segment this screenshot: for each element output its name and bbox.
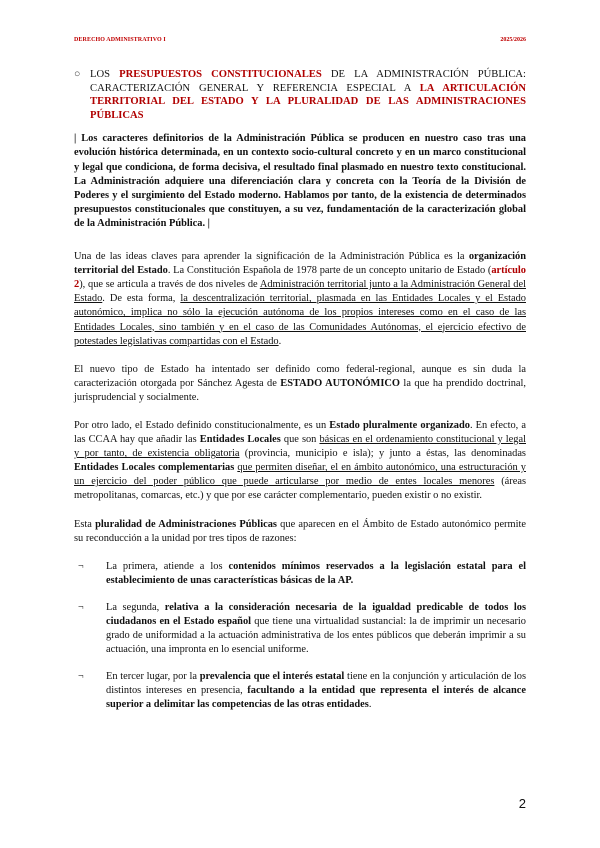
circle-bullet-icon: ○ xyxy=(74,69,81,80)
text: (áreas metropolitanas, comarcas, etc.) y que por ese carácter complementario, pueden existir o no existir. xyxy=(74,476,526,502)
bold-text: Estado pluralmente organizado xyxy=(329,419,470,431)
heading-text-2: DE LA ADMINISTRACIÓN PÚBLICA: CARACTERIZACIÓN GENERAL Y REFERENCIA ESPECIAL A xyxy=(90,69,526,94)
reasons-list xyxy=(74,560,526,713)
paragraph-plural xyxy=(74,419,526,504)
bold-text: pluralidad de Administraciones Públicas xyxy=(95,518,277,530)
paragraph-pluralidad xyxy=(74,518,526,546)
bullet-arrow-icon: ¬ xyxy=(78,601,84,613)
text: La primera, atiende a los xyxy=(106,560,229,572)
text: . xyxy=(368,699,372,711)
underlined-text: Administración territorial junto a la Administración General del Estado xyxy=(74,279,526,305)
list-item xyxy=(74,670,526,712)
bold-text: ESTADO AUTONÓMICO xyxy=(280,377,400,389)
text: que tiene una virtualidad sustancial: la de imprimir un necesario grado de uniformidad a la actuación administrativa de los entes públicos que deberán imprimir a su actuación, una impronta en lo esencial uniforme. xyxy=(106,616,526,656)
header-course: DERECHO ADMINISTRATIVO I xyxy=(74,37,166,43)
text: que aparecen en el Ámbito de Estado autonómico permite su reconducción a la unidad por tres tipos de razones: xyxy=(74,518,526,544)
intro-paragraph: | Los caracteres definitorios de la Administración Pública se producen en nuestro caso tras una evolución histórica determinada, en un contexto socio-cultural concreto y en un marco constitucional y legal que condiciona, de forma decisiva, el resultado final plasmado en nuestro texto constitucional. La Administración adquiere una diferenciación clara y concreta con la Teoría de la División de Poderes y el surgimiento del Estado moderno. Hablamos por tanto, de la existencia de determinados presupuestos constitucionales que constituyen, a su vez, fundamentación de la caracterización global de la Administración Pública. | xyxy=(74,133,526,229)
paragraph-estado-autonomico xyxy=(74,363,526,405)
bold-text: facultando a la entidad que representa el interés de alcance superior a delimitar las competencias de las otras entidades xyxy=(106,685,526,711)
bold-text: prevalencia que el interés estatal xyxy=(199,671,345,683)
page-number: 2 xyxy=(518,796,526,811)
text: . De esta forma, xyxy=(102,293,181,305)
text: Por otro lado, el Estado definido constitucionalmente, es un xyxy=(74,419,330,431)
text: (provincia, municipio e isla); y junto a éstas, las denominadas xyxy=(239,448,526,460)
bullet-arrow-icon: ¬ xyxy=(78,560,84,572)
bullet-arrow-icon: ¬ xyxy=(78,671,84,683)
heading-highlight-1: PRESUPUESTOS CONSTITUCIONALES xyxy=(119,69,322,80)
underlined-text: que permiten diseñar, el en ámbito autonómico, una estructuración y un ejercicio del poder público que puede articularse por medio de entes locales menores xyxy=(74,462,526,488)
list-item xyxy=(74,560,526,588)
text: La segunda, xyxy=(106,601,165,613)
paragraph-territorial xyxy=(74,250,526,349)
header-year: 2025/2026 xyxy=(500,37,526,43)
text: En tercer lugar, por la xyxy=(106,671,200,683)
underlined-text: básicas en el ordenamiento constitucional y legal y por tanto, de existencia obligatoria xyxy=(74,434,526,460)
page-content xyxy=(74,68,526,726)
text: que son xyxy=(280,434,320,446)
text: tiene en la conjunción y articulación de los distintos intereses en presencia, xyxy=(106,671,526,697)
underlined-text: la descentralización territorial, plasmada en las Entidades Locales y el Estado autonómico, implica no sólo la ejecución autónoma de los propios intereses como en el caso de las Entidades Locales, sino también y en el caso de las Comunidades Autónomas, el ejercicio efectivo de potestades legislativas compartidas con el Estado xyxy=(74,293,526,347)
bold-text: relativa a la consideración necesaria de la igualdad predicable de todos los ciudadanos en el Estado español xyxy=(106,601,526,627)
bold-text: organización territorial del Estado xyxy=(74,251,526,277)
bold-text: Entidades Locales complementarias xyxy=(74,462,235,474)
section-heading xyxy=(74,68,526,122)
heading-highlight-2: LA ARTICULACIÓN TERRITORIAL DEL ESTADO Y LA PLURALIDAD DE LAS ADMINISTRACIONES PÚBLICAS xyxy=(90,82,526,121)
text: Esta xyxy=(74,518,96,530)
text: . xyxy=(278,335,282,347)
list-item xyxy=(74,601,526,657)
text: El nuevo tipo de Estado ha intentado ser definido como federal-regional, aunque es sin duda la caracterización otorgada por Sánchez Agesta de xyxy=(74,363,526,389)
bold-text: contenidos mínimos reservados a la legislación estatal para el establecimiento de unas características básicas de la AP. xyxy=(106,560,526,586)
text: la que ha prendido doctrinal, jurisprudencial y socialmente. xyxy=(74,377,527,403)
text: ), que se articula a través de dos niveles de xyxy=(79,279,260,291)
article-reference: artículo 2 xyxy=(74,265,526,291)
text: . La Constitución Española de 1978 parte de un concepto unitario de Estado ( xyxy=(167,265,492,277)
heading-text-1: LOS xyxy=(90,69,120,80)
text: . En efecto, a las CCAA hay que añadir las xyxy=(74,419,526,446)
text: Una de las ideas claves para aprender la significación de la Administración Pública es la xyxy=(74,251,469,263)
bold-text: Entidades Locales xyxy=(199,434,281,446)
